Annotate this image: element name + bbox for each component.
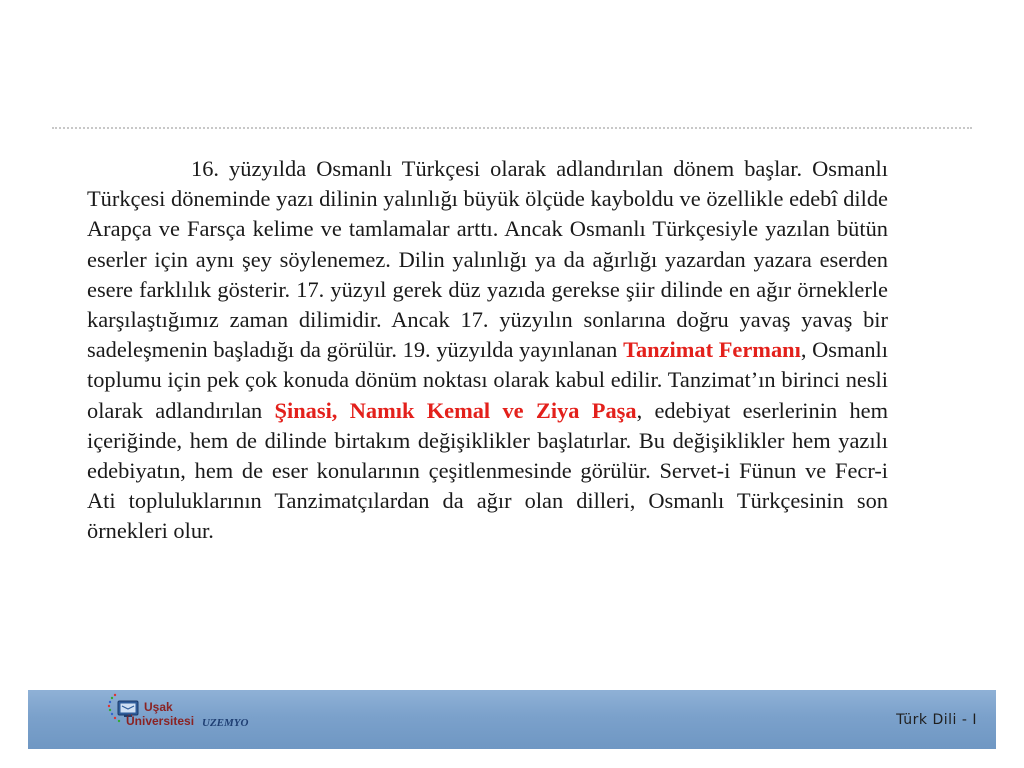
paragraph-text-part-2: , Osmanlı toplumu için pek çok konuda dönüm noktası olarak kabul edilir. Tanzimat’ın birinci nesli olarak adlandırılan <box>87 337 888 423</box>
highlight-authors: Şinasi, Namık Kemal ve Ziya Paşa <box>274 397 637 423</box>
header-divider <box>52 127 972 129</box>
course-label: Türk Dili - I <box>896 712 977 728</box>
paragraph-text-part-3: , edebiyat eserlerinin hem içeriğinde, hem de dilinde birtakım değişiklikler başlatırlar. Bu değişiklikler hem yazılı edebiyatın, hem de eser konularının çeşitlenmesinde görülür. Servet-i Fünun ve Fecr-i Ati topluluklarının Tanzimatçılardan da ağır olan dilleri, Osmanlı Türkçesinin son örnekleri olur. <box>87 397 889 544</box>
logo-line-universitesi: Üniversitesi <box>126 714 195 728</box>
highlight-tanzimat-fermani: Tanzimat Fermanı <box>623 337 801 363</box>
footer-band <box>28 690 996 749</box>
paragraph-text-part-1: 16. yüzyılda Osmanlı Türkçesi olarak adlandırılan dönem başlar. Osmanlı Türkçesi döneminde yazı dilinin yalınlığı büyük ölçüde kayboldu ve özellikle edebî dilde Arapça ve Farsça kelime ve tamlamalar arttı. Ancak Osmanlı Türkçesiyle yazılan bütün eserler için aynı şey söylenemez. Dilin yalınlığı ya da ağırlığı yazardan yazara eserden esere farklılık gösterir. 17. yüzyıl gerek düz yazıda gerekse şiir dilinde en ağır örneklerle karşılaştığımız zaman dilimidir. Ancak 17. yüzyılın sonlarına doğru yavaş yavaş bir sadeleşmenin başladığı da görülür. 19. yüzyılda yayınlanan <box>87 156 888 363</box>
university-logo <box>104 692 294 744</box>
logo-line-usak: Uşak <box>144 700 173 714</box>
logo-unit: UZEMYO <box>202 717 249 729</box>
body-paragraph <box>87 154 888 547</box>
